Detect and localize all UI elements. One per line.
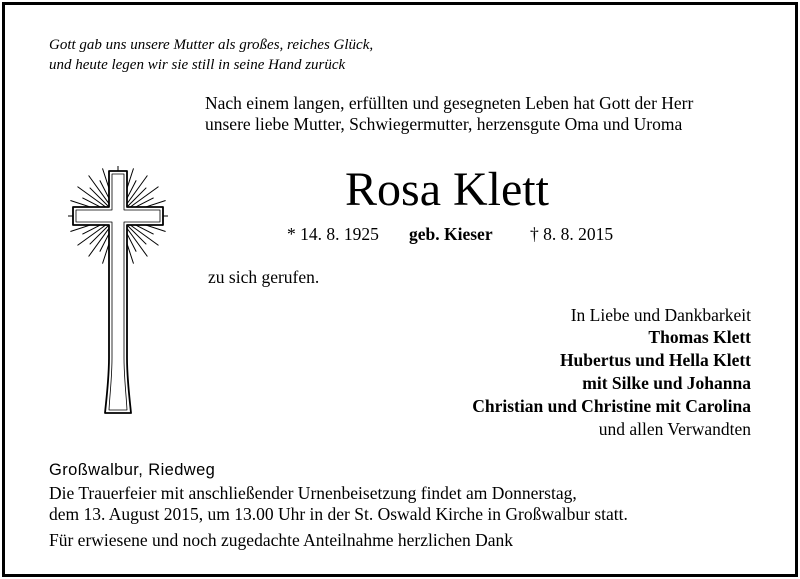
- called-home-text: zu sich gerufen.: [208, 267, 320, 287]
- intro-line-2: unsere liebe Mutter, Schwiegermutter, herzensgute Oma und Uroma: [205, 114, 683, 134]
- birth-date: * 14. 8. 1925: [287, 224, 379, 244]
- maiden-name: geb. Kieser: [409, 224, 493, 244]
- cross-ray: [125, 176, 147, 207]
- cross-ray: [128, 187, 159, 209]
- cross-ray: [125, 226, 147, 257]
- death-date: † 8. 8. 2015: [530, 224, 614, 244]
- cross-ray: [89, 176, 111, 207]
- cross-ray: [128, 223, 159, 245]
- mourner-line-2: Hubertus und Hella Klett: [559, 350, 751, 370]
- mourner-line-1: Thomas Klett: [648, 327, 751, 347]
- radiant-cross-icon: [63, 163, 173, 423]
- motto-line-2: und heute legen wir sie still in seine Hand zurück: [49, 57, 346, 73]
- mourners-intro: In Liebe und Dankbarkeit: [570, 305, 751, 325]
- cross-ray: [89, 226, 111, 257]
- service-line-1: Die Trauerfeier mit anschließender Urnenbeisetzung findet am Donnerstag,: [49, 483, 577, 503]
- intro-line-1: Nach einem langen, erfüllten und gesegneten Leben hat Gott der Herr: [205, 93, 694, 113]
- mourner-line-4: Christian und Christine mit Carolina: [472, 396, 751, 416]
- cross-ray: [78, 187, 109, 209]
- deceased-name: Rosa Klett: [345, 163, 549, 216]
- thanks-text: Für erwiesene und noch zugedachte Anteilnahme herzlichen Dank: [49, 530, 514, 550]
- motto-line-1: Gott gab uns unsere Mutter als großes, reiches Glück,: [49, 37, 374, 53]
- service-line-2: dem 13. August 2015, um 13.00 Uhr in der St. Oswald Kirche in Großwalbur statt.: [49, 504, 628, 524]
- cross-ray: [78, 223, 109, 245]
- obituary-card: [2, 2, 798, 577]
- mourners-closing: und allen Verwandten: [598, 419, 751, 439]
- mourner-line-3: mit Silke und Johanna: [582, 373, 751, 393]
- place-address: Großwalbur, Riedweg: [49, 461, 216, 479]
